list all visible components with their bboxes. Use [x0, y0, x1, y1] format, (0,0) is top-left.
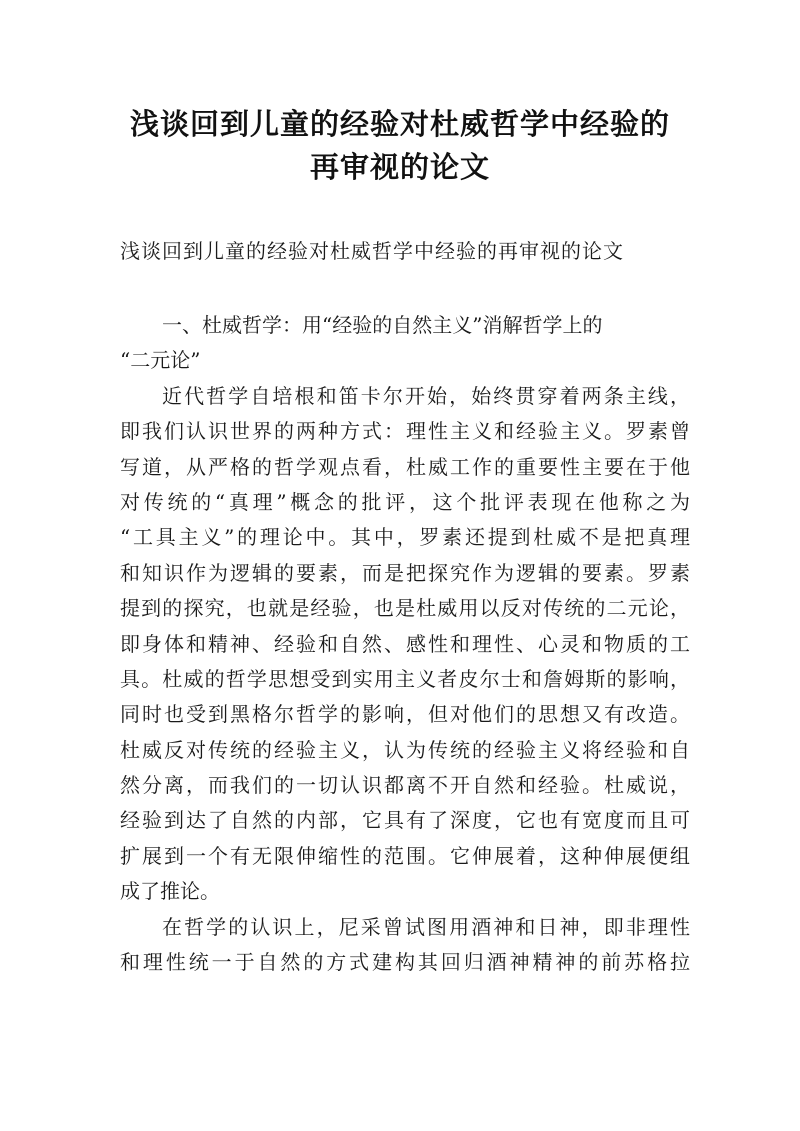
document-title-line-1: 浅谈回到儿童的经验对杜威哲学中经验的 — [129, 107, 670, 141]
paragraph-line: 经验到达了自然的内部，它具有了深度，它也有宽度而且可 — [120, 808, 690, 833]
paragraph-line: 杜威反对传统的经验主义，认为传统的经验主义将经验和自 — [120, 737, 690, 762]
paragraph-line: 即我们认识世界的两种方式：理性主义和经验主义。罗素曾 — [120, 419, 690, 444]
paragraph-line: “工具主义”的理论中。其中，罗素还提到杜威不是把真理 — [120, 525, 690, 550]
paragraph-line: 提到的探究，也就是经验，也是杜威用以反对传统的二元论， — [120, 596, 690, 621]
paragraph-line: 近代哲学自培根和笛卡尔开始，始终贯穿着两条主线， — [162, 383, 690, 408]
document-body — [120, 308, 690, 980]
paragraph-line: 对传统的“真理”概念的批评，这个批评表现在他称之为 — [120, 489, 690, 514]
paragraph-line: 成了推论。 — [120, 879, 220, 904]
section-heading: 一、杜威哲学：用“经验的自然主义”消解哲学上的 — [162, 313, 603, 337]
paragraph-line: 扩展到一个有无限伸缩性的范围。它伸展着，这种伸展便组 — [120, 843, 690, 868]
paragraph-line: 在哲学的认识上，尼采曾试图用酒神和日神，即非理性 — [162, 914, 690, 939]
section-heading-continued: “二元论” — [120, 348, 201, 373]
paragraph-line: 然分离，而我们的一切认识都离不开自然和经验。杜威说， — [120, 773, 690, 798]
paragraph-line: 写道，从严格的哲学观点看，杜威工作的重要性主要在于他 — [120, 454, 690, 479]
paragraph-line: 和理性统一于自然的方式建构其回归酒神精神的前苏格拉 — [120, 950, 690, 975]
document-title-line-2: 再审视的论文 — [309, 150, 490, 184]
paragraph-line: 具。杜威的哲学思想受到实用主义者皮尔士和詹姆斯的影响， — [120, 666, 690, 691]
paragraph-line: 和知识作为逻辑的要素，而是把探究作为逻辑的要素。罗素 — [120, 560, 690, 585]
document-subtitle: 浅谈回到儿童的经验对杜威哲学中经验的再审视的论文 — [120, 239, 624, 263]
paragraph-line: 即身体和精神、经验和自然、感性和理性、心灵和物质的工 — [120, 631, 690, 656]
paragraph-line: 同时也受到黑格尔哲学的影响，但对他们的思想又有改造。 — [120, 702, 690, 727]
